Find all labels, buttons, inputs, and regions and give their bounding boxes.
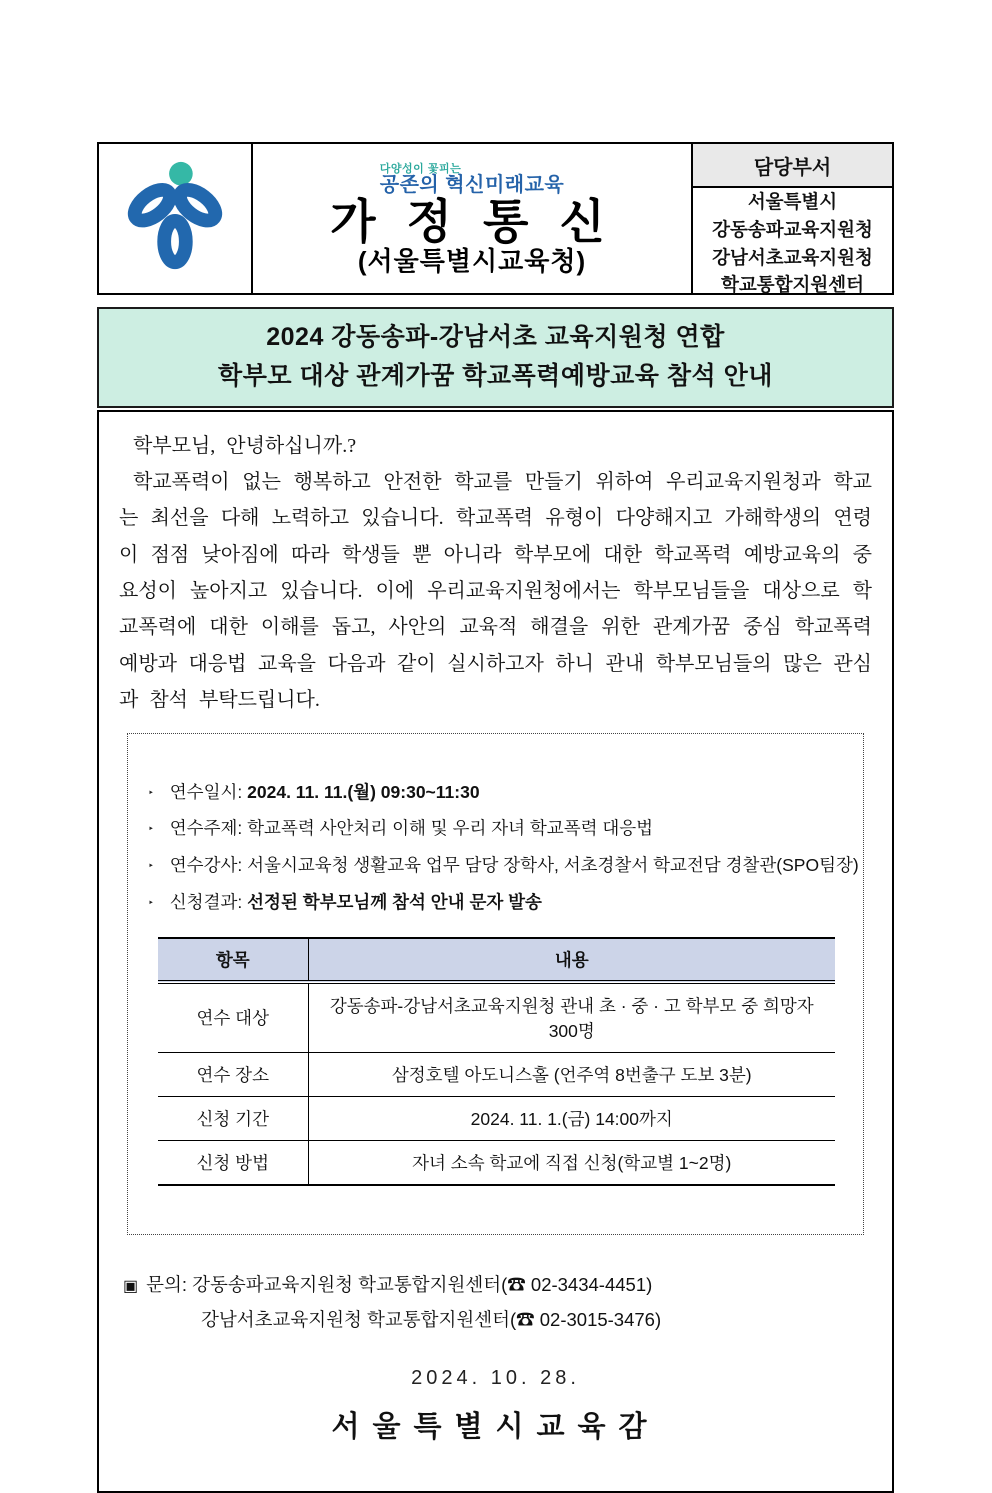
bullet-value: 2024. 11. 11.(월) 09:30~11:30 (247, 782, 479, 802)
contact-line-gangdong (123, 1267, 872, 1302)
notice-title-line2: 학부모 대상 관계가꿈 학교폭력예방교육 참석 안내 (103, 357, 888, 396)
bullet-item-result (148, 884, 845, 921)
superintendent-signature: 서울특별시교육감 (119, 1404, 872, 1445)
bullet-value: 선정된 학부모님께 참석 안내 문자 발송 (247, 892, 542, 912)
table-row (158, 1096, 835, 1140)
bullet-label: 연수강사: (170, 855, 242, 875)
header-title-cell (253, 144, 693, 293)
education-slogan (380, 164, 564, 197)
newsletter-document (97, 142, 894, 1493)
contact-text: 강남서초교육지원청 학교통합지원센터(☎ 02-3015-3476) (201, 1309, 661, 1330)
training-info-table (158, 937, 835, 1186)
table-header-row (158, 938, 835, 982)
document-title: 가 정 통 신 (330, 197, 614, 246)
greeting-and-intro (119, 428, 872, 719)
row-label: 신청 방법 (158, 1140, 308, 1185)
document-subtitle: (서울특별시교육청) (358, 247, 586, 276)
department-line: 강남서초교육지원청 (693, 244, 892, 272)
row-value: 강동송파-강남서초교육지원청 관내 초 · 중 · 고 학부모 중 희망자 300명 (308, 982, 835, 1053)
bullet-item-lecturer (148, 847, 845, 884)
bullet-label: 연수일시: (170, 782, 242, 802)
notice-title-banner (97, 307, 894, 408)
triangle-bullet-icon: ‣ (148, 856, 154, 877)
contact-line-gangnam (123, 1302, 872, 1337)
contact-text: 강동송파교육지원청 학교통합지원센터(☎ 02-3434-4451) (192, 1274, 652, 1295)
triangle-bullet-icon: ‣ (148, 783, 154, 804)
bullet-value: 학교폭력 사안처리 이해 및 우리 자녀 학교폭력 대응법 (247, 818, 653, 838)
notice-body (97, 410, 894, 1493)
seoul-education-office-logo-icon (116, 156, 234, 281)
contact-label: 문의: (146, 1274, 187, 1295)
column-header-content: 내용 (308, 938, 835, 982)
row-label: 신청 기간 (158, 1096, 308, 1140)
slogan-main-text: 공존의 혁신미래교육 (380, 175, 564, 196)
bullet-item-schedule (148, 774, 845, 811)
department-line: 강동송파교육지원청 (693, 216, 892, 244)
department-header: 담당부서 (693, 144, 892, 188)
table-row (158, 982, 835, 1053)
department-cell (693, 144, 892, 293)
department-list (693, 188, 892, 299)
row-label: 연수 장소 (158, 1052, 308, 1096)
row-value: 자녀 소속 학교에 직접 신청(학교별 1~2명) (308, 1140, 835, 1185)
row-value: 삼정호텔 아도니스홀 (언주역 8번출구 도보 3분) (308, 1052, 835, 1096)
bullet-item-topic (148, 810, 845, 847)
document-header (97, 142, 894, 295)
bullet-label: 연수주제: (170, 818, 242, 838)
contact-info (119, 1267, 872, 1338)
greeting-text: 학부모님, 안녕하십니까.? (119, 428, 872, 464)
table-row (158, 1140, 835, 1185)
triangle-bullet-icon: ‣ (148, 893, 154, 914)
issue-date: 2024. 10. 28. (119, 1367, 872, 1390)
department-line: 서울특별시 (693, 188, 892, 216)
triangle-bullet-icon: ‣ (148, 819, 154, 840)
bullet-label: 신청결과: (170, 892, 242, 912)
square-bullet-icon: ▣ (123, 1278, 138, 1295)
bullet-value: 서울시교육청 생활교육 업무 담당 장학사, 서초경찰서 학교전담 경찰관(SPO팀장) (247, 855, 859, 875)
row-label: 연수 대상 (158, 982, 308, 1053)
slogan-small-text: 다양성이 꽃피는 (380, 164, 564, 176)
logo-cell (99, 144, 253, 293)
department-line: 학교통합지원센터 (693, 271, 892, 299)
row-value: 2024. 11. 1.(금) 14:00까지 (308, 1096, 835, 1140)
notice-title-line1: 2024 강동송파-강남서초 교육지원청 연합 (103, 318, 888, 357)
column-header-item: 항목 (158, 938, 308, 982)
training-details-box (127, 733, 864, 1235)
table-row (158, 1052, 835, 1096)
intro-paragraph: 학교폭력이 없는 행복하고 안전한 학교를 만들기 위하여 우리교육지원청과 학교는 최선을 다해 노력하고 있습니다. 학교폭력 유형이 다양해지고 가해학생의 연령이 점점 낮아짐에 따라 학생들 뿐 아니라 학부모에 대한 학교폭력 예방교육의 중요성이 높아지고 있습니다. 이에 우리교육지원청에서는 학부모님들을 대상으로 학교폭력에 대한 이해를 돕고, 사안의 교육적 해결을 위한 관계가꿈 중심 학교폭력 예방과 대응법 교육을 다음과 같이 실시하고자 하니 관내 학부모님들의 많은 관심과 참석 부탁드립니다. (119, 464, 872, 719)
